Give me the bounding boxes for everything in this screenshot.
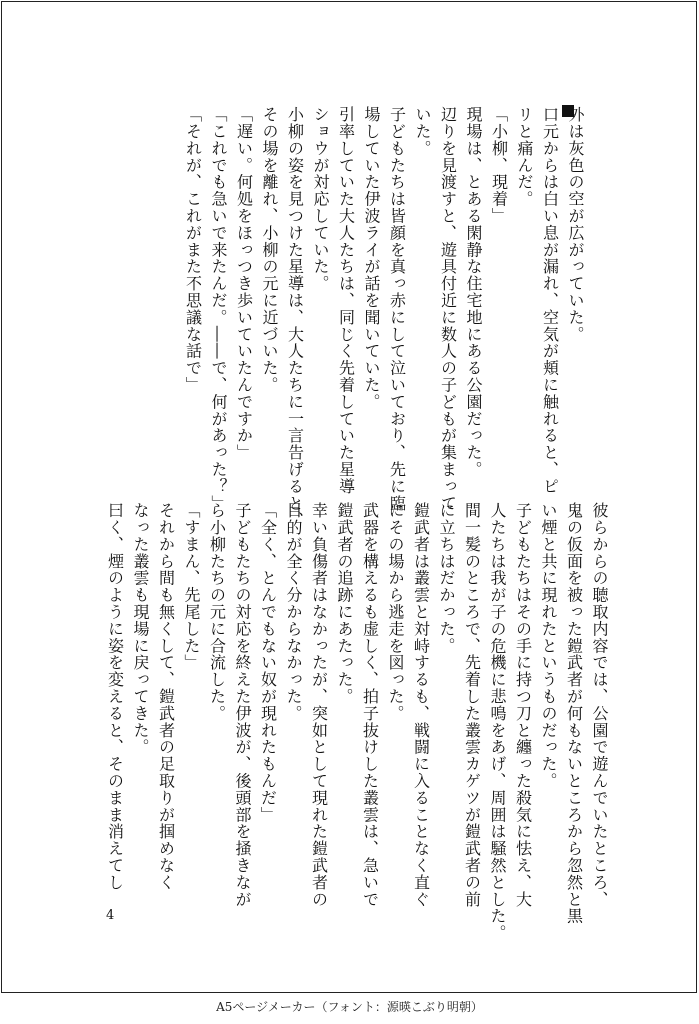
page-number: 4 — [106, 908, 115, 923]
text-line: 子どもたちの対応を終えた伊波が、後頭部を掻きなが — [233, 502, 252, 908]
text-line: 「全く、とんでもない奴が現れたもんだ」 — [258, 502, 278, 824]
text-line: 辺りを見渡すと、遊具付近に数人の子どもが集まって — [438, 106, 458, 512]
text-line: 鎧武者は叢雲と対峙するも、戦闘に入ることなく直ぐ — [411, 502, 431, 908]
text-line: リと痛んだ。 — [515, 106, 534, 208]
upper-text-block — [180, 106, 588, 529]
text-line: 曰く、煙のように姿を変えると、そのまま消えてし — [105, 502, 125, 891]
text-line: それから間も無くして、鎧武者の足取りが掴めなく — [156, 502, 176, 891]
text-line: ら小柳たちの元に合流した。 — [207, 502, 227, 722]
text-line: 口元からは白い息が漏れ、空気が頬に触れると、ピ — [540, 106, 560, 495]
text-line: 場していた伊波ライが話を聞いていた。 — [362, 106, 381, 411]
text-line: 「すまん、先尾した」 — [182, 502, 201, 671]
text-line: 外は灰色の空が広がっていた。 — [566, 106, 585, 343]
text-line: 現場は、とある閑静な住宅地にある公園だった。 — [464, 106, 483, 478]
text-line: 人たちは我が子の危機に悲鳴をあげ、周囲は騒然とした。 — [488, 502, 507, 942]
text-line: なった叢雲も現場に戻ってきた。 — [131, 502, 150, 756]
text-line: 幸い負傷者はなかったが、突如として現れた鎧武者の — [309, 502, 329, 908]
text-line: 子どもたちは皆顔を真っ赤にして泣いており、先に臨 — [387, 106, 407, 512]
text-line: にその場から逃走を図った。 — [386, 502, 405, 722]
manuscript-page — [1, 1, 697, 993]
text-line: 引率していた大人たちは、同じく先着していた星導 — [336, 106, 356, 495]
text-line: 「それが、これがまた不思議な話で」 — [183, 106, 203, 394]
text-line: 鬼の仮面を被った鎧武者が何もないところから忽然と黒 — [564, 502, 584, 925]
lower-text-block — [102, 502, 612, 942]
footer-caption: A5ページメーカー（フォント：源暎こぶり明朝） — [216, 1000, 483, 1014]
text-line: 間一髪のところで、先着した叢雲カゲツが鎧武者の前 — [462, 502, 482, 908]
text-line: 小柳の姿を見つけた星導は、大人たちに一言告げると、 — [285, 106, 305, 529]
text-line: 「これでも急いで来たんだ。――で、何があった？」 — [209, 106, 228, 512]
text-line: 彼らからの聴取内容では、公園で遊んでいたところ、 — [590, 502, 609, 908]
text-line: いた。 — [413, 106, 432, 157]
text-line: ショウが対応していた。 — [311, 106, 330, 292]
text-line: に立ちはだかった。 — [437, 502, 456, 655]
text-line: 「遅い。何処をほっつき歩いていたんですか」 — [234, 106, 254, 461]
text-line: その場を離れ、小柳の元に近づいた。 — [260, 106, 279, 394]
text-line: 子どもたちはその手に持つ刀と纏った殺気に怯え、大 — [513, 502, 533, 908]
text-line: 「小柳、現着」 — [489, 106, 509, 225]
text-line: 鎧武者の追跡にあたった。 — [335, 502, 354, 705]
text-line: 目的が全く分からなかった。 — [284, 502, 303, 722]
text-line: い煙と共に現れたというものだった。 — [539, 502, 558, 790]
text-line: 武器を構えるも虚しく、拍子抜けした叢雲は、急いで — [360, 502, 380, 908]
